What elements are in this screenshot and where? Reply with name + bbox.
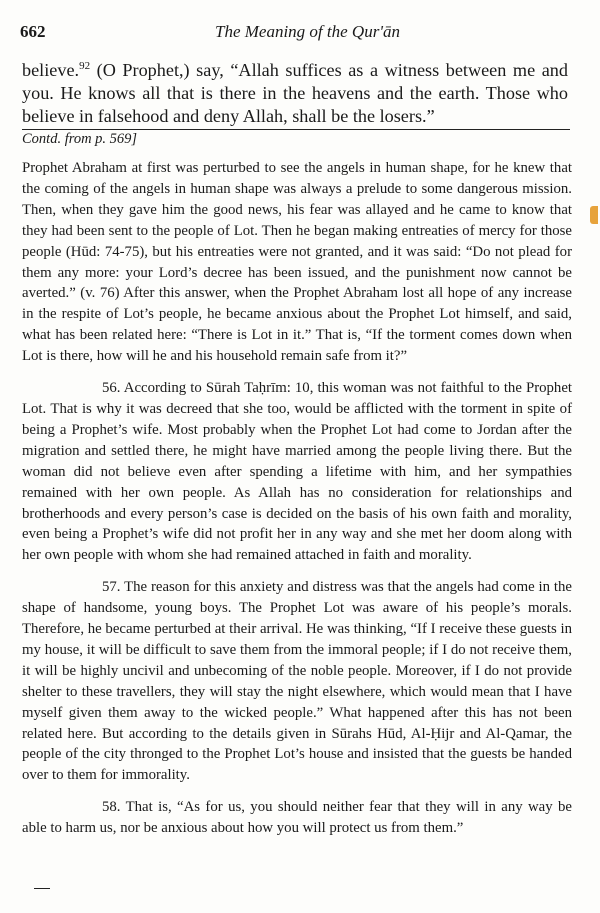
margin-dash — [34, 888, 50, 889]
note-56: 56. According to Sūrah Taḥrīm: 10, this woman was not faithful to the Prophet Lot. That is why it was decreed that she too, would be afflicted with the torment in spite of being a Prophet’s wife. Most probably when the Prophet Lot had come to Jordan after the migration and settled there, he might have married among the people living there. But the woman did not believe even after spending a lifetime with him, and her sympathies remained with her own people. As Allah has no consideration for relationships and brotherhoods and every person’s case is decided on the basis of his own faith and morality, even being a Prophet’s wife did not profit her in any way and she met her doom along with her own people with whom she had remained attached in faith and morality. — [22, 380, 572, 564]
commentary-notes — [22, 158, 572, 850]
footnote-reference: 92 — [79, 60, 91, 72]
page-header — [20, 22, 570, 44]
page-number: 662 — [20, 22, 46, 41]
verse-translation — [22, 55, 568, 128]
note-58: 58. That is, “As for us, you should neither fear that they will in any way be able to harm us, nor be anxious about how you will protect us from them.” — [22, 799, 572, 837]
continued-from-label: Contd. from p. 569] — [22, 131, 138, 147]
page-edge-tab — [590, 206, 598, 224]
commentary-paragraph: Prophet Abraham at first was perturbed to see the angels in human shape, for he knew that the coming of the angels in human shape was always a prelude to some dangerous mission. Then, when they gave him the good news, his fear was allayed and he came to know that they had been sent to the people of Lot. Then he began making entreaties of mercy for those people (Hūd: 74-75), but his entreaties were not granted, and it was said: “Do not plead for them any more: your Lord’s decree has been issued, and the punishment now cannot be averted.” (v. 76) After this answer, when the Prophet Abraham lost all hope of any increase in the respite of Lot’s people, he became anxious about the Prophet Lot himself, and said, what has been related here: “There is Lot in it.” That is, “If the torment comes down when Lot is there, how will he and his household remain safe from it?” — [22, 160, 572, 365]
section-divider — [22, 129, 570, 130]
note-57: 57. The reason for this anxiety and distress was that the angels had come in the shape of handsome, young boys. The Prophet Lot was aware of his people’s morals. Therefore, he became perturbed at their arrival. He was thinking, “If I receive these guests in my house, it will be difficult to save them from the immoral people; if I do not receive them, it will be highly uncivil and unbecoming of the noble people. Moreover, if I do not provide shelter to these travellers, they will stay the night elsewhere, which would mean that I have myself given them away to the wicked people.” What happened after this has not been related here. But according to the details given in Sūrahs Hūd, Al-Ḥijr and Al-Qamar, the people of the city thronged to the Prophet Lot’s house and insisted that the guests be handed over to them for immorality. — [22, 579, 572, 784]
verse-text-rest: (O Prophet,) say, “Allah suffices as a witness between me and you. He knows all that is there in the heavens and the earth. Those who believe in falsehood and deny Allah, shall be the losers.” — [22, 60, 568, 127]
running-title: The Meaning of the Qur'ān — [215, 22, 400, 41]
verse-text-start: believe. — [22, 60, 80, 81]
